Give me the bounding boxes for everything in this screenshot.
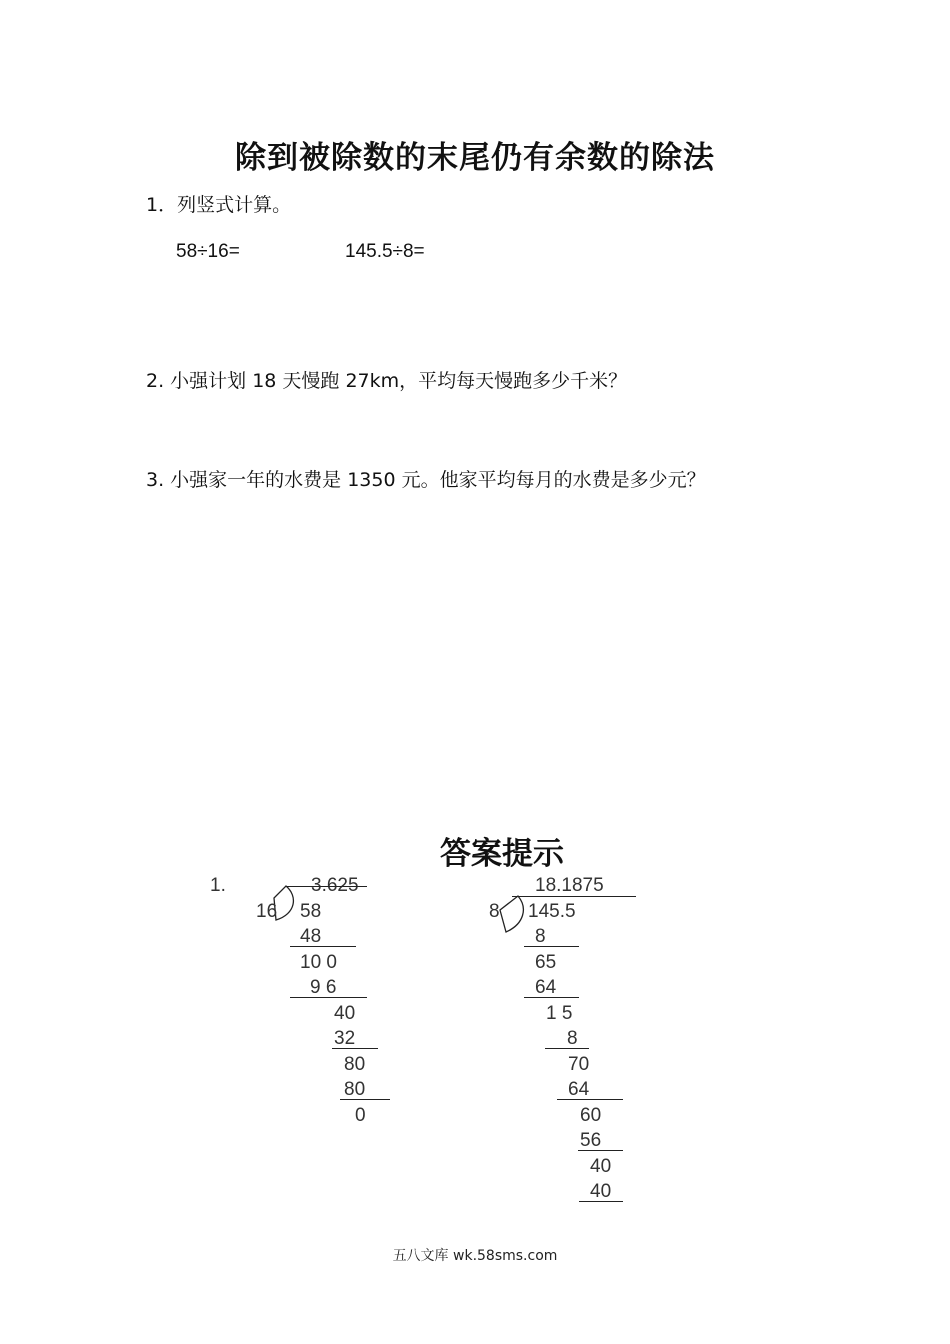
dividend: 58 (300, 901, 322, 922)
division-bracket-icon (498, 894, 528, 936)
step: 8 (535, 926, 546, 947)
page-title: 除到被除数的末尾仍有余数的除法 (235, 140, 715, 176)
step: 64 (535, 977, 557, 998)
step: 10 0 (300, 952, 337, 973)
question-2-label: 2. 小强计划 18 天慢跑 27km，平均每天慢跑多少千米？ (146, 370, 628, 392)
step-line (578, 1150, 623, 1151)
step-line (290, 997, 367, 998)
step: 80 (344, 1054, 366, 1075)
quotient-bar (512, 896, 636, 897)
step: 8 (567, 1028, 578, 1049)
step: 40 (590, 1156, 612, 1177)
step-line (340, 1099, 390, 1100)
question-1-label: 1．列竖式计算。 (146, 194, 292, 216)
step: 65 (535, 952, 557, 973)
step: 70 (568, 1054, 590, 1075)
step-line (290, 946, 356, 947)
answer-section-title: 答案提示 (440, 836, 564, 872)
question-1-expression-1: 58÷16= (176, 241, 240, 262)
answer-number: 1. (210, 875, 226, 896)
step: 56 (580, 1130, 602, 1151)
step: 40 (590, 1181, 612, 1202)
footer-watermark: 五八文库 wk.58sms.com (392, 1248, 558, 1264)
divisor: 8 (489, 901, 500, 922)
step-line (332, 1048, 378, 1049)
step-line (579, 1201, 623, 1202)
step: 0 (355, 1105, 366, 1126)
step-line (545, 1048, 589, 1049)
step: 9 6 (310, 977, 337, 998)
step: 40 (334, 1003, 356, 1024)
step: 80 (344, 1079, 366, 1100)
step: 64 (568, 1079, 590, 1100)
quotient: 3.625 (311, 875, 359, 896)
step: 32 (334, 1028, 356, 1049)
step-line (524, 997, 579, 998)
question-3-label: 3. 小强家一年的水费是 1350 元。他家平均每月的水费是多少元？ (146, 469, 706, 491)
step: 48 (300, 926, 322, 947)
step: 60 (580, 1105, 602, 1126)
quotient: 18.1875 (535, 875, 604, 896)
question-1-expression-2: 145.5÷8= (345, 241, 425, 262)
step-line (524, 946, 579, 947)
dividend: 145.5 (528, 901, 576, 922)
quotient-bar (285, 886, 367, 887)
divisor: 16 (256, 901, 278, 922)
step-line (557, 1099, 623, 1100)
step: 1 5 (546, 1003, 573, 1024)
